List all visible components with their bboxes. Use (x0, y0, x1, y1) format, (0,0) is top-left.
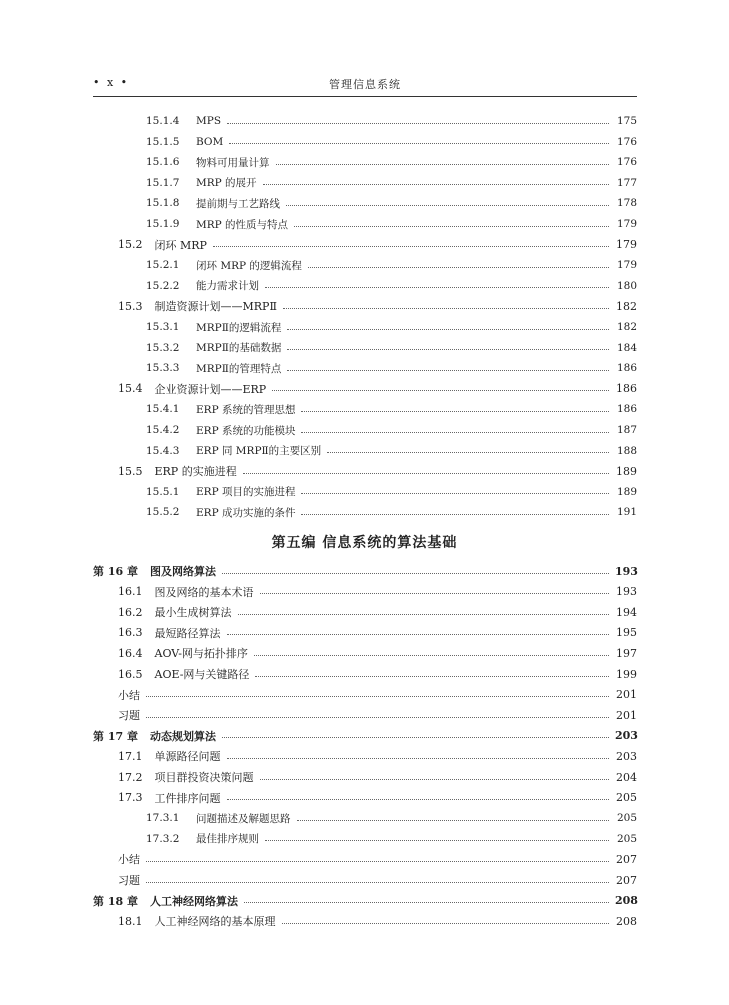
toc-entry-title: 最佳排序规则 (196, 833, 259, 846)
toc-entry-page: 205 (616, 832, 637, 845)
toc-entry-number: 15.1.9 (146, 218, 180, 230)
toc-subsection-entry (146, 193, 637, 213)
dot-leader (227, 799, 610, 800)
toc-entry-title: MRP 的展开 (196, 177, 257, 190)
part-title: 第五编 信息系统的算法基础 (271, 535, 458, 551)
toc-entry-page: 203 (616, 749, 637, 763)
toc-entry-page: 187 (616, 424, 637, 436)
header-rule (93, 96, 637, 97)
dot-leader (272, 390, 609, 391)
dot-leader (327, 452, 609, 453)
toc-entry-number: 15.5 (118, 464, 143, 478)
toc-entry-number: 15.4.2 (146, 424, 180, 436)
toc-entry-title: 最短路径算法 (154, 626, 221, 640)
toc-entry-number: 15.3.3 (146, 362, 180, 375)
toc-subsection-entry (146, 420, 637, 440)
toc-entry-page: 193 (615, 564, 638, 578)
toc-entry-number: 第 18 章 (93, 894, 138, 908)
toc-entry-title: 动态规划算法 (149, 729, 216, 743)
toc-entry-number: 第 16 章 (93, 565, 138, 578)
toc-entry-number: 16.4 (118, 646, 143, 660)
toc-entry-title: ERP 成功实施的条件 (196, 506, 296, 519)
toc-entry-number: 15.1.4 (146, 115, 180, 127)
dot-leader (229, 143, 609, 144)
toc-subsection-entry (146, 255, 637, 275)
toc-entry-page: 179 (616, 238, 637, 252)
toc-entry-number: 17.3 (118, 791, 143, 805)
toc-section-entry (118, 911, 637, 931)
toc-entry-page: 191 (616, 506, 637, 519)
toc-entry-page: 177 (616, 176, 637, 189)
toc-subsection-entry (146, 338, 637, 358)
toc-entry-page: 201 (616, 688, 637, 702)
toc-entry-page: 182 (616, 321, 637, 333)
toc-entry-number: 15.5.1 (146, 485, 180, 498)
toc-entry-page: 179 (616, 218, 637, 230)
toc-entry-number: 16.1 (118, 585, 143, 599)
toc-entry-title: 工件排序问题 (154, 791, 221, 805)
dot-leader (227, 634, 610, 635)
toc-section-entry (118, 685, 637, 705)
toc-entry-number: 16.3 (118, 626, 143, 640)
dot-leader (146, 861, 609, 862)
toc-entry-number: 15.3 (118, 299, 143, 313)
toc-entry-page: 188 (616, 444, 637, 457)
toc-entry-page: 176 (616, 156, 637, 169)
dot-leader (301, 432, 609, 433)
toc-entry-title: MRPⅡ的逻辑流程 (196, 321, 282, 334)
toc-section-entry (118, 849, 637, 869)
toc-entry-number: 16.5 (118, 667, 143, 681)
dot-leader (260, 593, 610, 594)
toc-entry-number: 15.1.8 (146, 197, 180, 210)
toc-entry-number: 15.2 (118, 238, 143, 252)
dot-leader (255, 676, 609, 677)
toc-section-entry (118, 746, 637, 766)
toc-entry-title: 问题描述及解题思路 (196, 812, 291, 825)
toc-entry-title: 习题 (118, 709, 140, 723)
toc-entry-title: 单源路径问题 (154, 750, 221, 764)
toc-subsection-entry (146, 132, 637, 152)
toc-subsection-entry (146, 152, 637, 172)
toc-subsection-entry (146, 276, 637, 296)
toc-entry-number: 15.4 (118, 382, 143, 396)
dot-leader (244, 902, 609, 903)
toc-section-entry (118, 643, 637, 663)
toc-entry-number: 15.5.2 (146, 506, 180, 519)
toc-entry-title: 闭环 MRP (154, 238, 207, 252)
toc-section-entry (118, 235, 637, 255)
toc-entry-title: 提前期与工艺路线 (196, 197, 280, 210)
dot-leader (308, 267, 609, 268)
dot-leader (222, 737, 609, 738)
dot-leader (213, 246, 609, 247)
toc-entry-page: 205 (616, 791, 637, 805)
toc-section-entry (118, 788, 637, 808)
toc-entry-page: 175 (616, 115, 637, 127)
dot-leader (287, 329, 609, 330)
toc-entry-page: 184 (616, 341, 637, 354)
toc-subsection-entry (146, 482, 637, 502)
toc-entry-title: 小结 (118, 688, 140, 702)
toc-subsection-entry (146, 829, 637, 849)
toc-entry-number: 18.1 (118, 914, 143, 928)
toc-entry-number: 15.4.3 (146, 444, 180, 457)
toc-entry-page: 180 (616, 279, 637, 292)
toc-entry-title: BOM (196, 135, 224, 148)
dot-leader (283, 308, 609, 309)
toc-entry-number: 17.2 (118, 770, 143, 784)
toc-entry-title: 能力需求计划 (196, 280, 259, 293)
toc-entry-page: 179 (616, 259, 637, 272)
toc-entry-page: 195 (616, 626, 637, 640)
toc-entry-number: 15.1.7 (146, 176, 180, 189)
dot-leader (297, 820, 610, 821)
toc-chapter-entry (93, 726, 637, 746)
toc-entry-number: 15.2.1 (146, 259, 180, 272)
toc-entry-title: MRPⅡ的管理特点 (196, 362, 282, 375)
toc-section-entry (118, 602, 637, 622)
toc-section-entry (118, 461, 637, 481)
dot-leader (146, 717, 609, 718)
dot-leader (282, 923, 610, 924)
toc-entry-title: 习题 (118, 874, 140, 887)
toc-entry-title: 图及网络算法 (149, 565, 216, 578)
running-title: 管理信息系统 (329, 78, 401, 91)
toc-entry-page: 203 (615, 729, 638, 743)
toc-entry-page: 186 (616, 362, 637, 375)
dot-leader (265, 840, 609, 841)
dot-leader (243, 473, 609, 474)
dot-leader (227, 123, 609, 124)
toc-section-entry (118, 705, 637, 725)
page-header (93, 76, 637, 98)
toc-entry-title: ERP 同 MRPⅡ的主要区别 (196, 445, 322, 458)
toc-entry-page: 197 (616, 646, 637, 660)
toc-entry-page: 201 (616, 708, 637, 722)
toc-subsection-entry (146, 111, 637, 131)
dot-leader (301, 493, 609, 494)
toc-entry-number: 15.3.2 (146, 341, 180, 354)
toc-entry-title: 项目群投资决策问题 (154, 771, 254, 784)
toc-entry-number: 16.2 (118, 605, 143, 619)
toc-entry-page: 176 (616, 135, 637, 148)
toc-section-entry (118, 664, 637, 684)
toc-entry-page: 189 (616, 464, 637, 478)
toc-entry-number: 15.1.6 (146, 156, 180, 169)
toc-entry-number: 15.4.1 (146, 403, 180, 416)
toc-section-entry (118, 623, 637, 643)
toc-subsection-entry (146, 502, 637, 522)
dot-leader (146, 882, 609, 883)
dot-leader (287, 349, 609, 350)
toc-entry-title: 图及网络的基本术语 (154, 585, 254, 599)
dot-leader (276, 164, 610, 165)
toc-entry-page: 178 (616, 197, 637, 210)
toc-entry-title: AOE-网与关键路径 (154, 668, 250, 681)
toc-entry-title: 最小生成树算法 (154, 606, 232, 620)
toc-entry-page: 189 (616, 485, 637, 498)
dot-leader (301, 411, 609, 412)
toc-entry-page: 207 (616, 873, 637, 887)
toc-entry-title: ERP 的实施进程 (154, 465, 237, 479)
toc-entry-page: 193 (616, 585, 637, 599)
toc-chapter-entry (93, 891, 637, 911)
toc-entry-title: AOV-网与拓扑排序 (154, 647, 248, 661)
toc-entry-page: 194 (616, 605, 637, 619)
toc-entry-page: 182 (616, 299, 637, 313)
toc-entry-title: ERP 系统的管理思想 (196, 403, 296, 416)
toc-subsection-entry (146, 358, 637, 378)
toc-entry-page: 205 (616, 812, 637, 825)
dot-leader (286, 205, 609, 206)
toc-entry-title: 闭环 MRP 的逻辑流程 (196, 259, 302, 272)
dot-leader (263, 184, 609, 185)
toc-subsection-entry (146, 214, 637, 234)
toc-entry-title: 人工神经网络的基本原理 (154, 915, 276, 929)
toc-entry-number: 第 17 章 (93, 729, 138, 743)
toc-entry-page: 208 (616, 914, 637, 928)
toc-entry-page: 204 (616, 770, 637, 784)
toc-entry-title: ERP 项目的实施进程 (196, 486, 296, 499)
dot-leader (294, 226, 609, 227)
dot-leader (146, 696, 609, 697)
toc-entry-page: 186 (616, 382, 637, 396)
dot-leader (260, 779, 610, 780)
toc-entry-title: 企业资源计划——ERP (154, 382, 267, 396)
toc-entry-page: 207 (616, 852, 637, 866)
toc-chapter-entry (93, 561, 637, 581)
dot-leader (222, 573, 609, 574)
page-number: • x • (93, 76, 130, 89)
toc-section-entry (118, 379, 637, 399)
toc-entry-number: 15.3.1 (146, 321, 180, 333)
toc-section-entry (118, 582, 637, 602)
toc-entry-page: 199 (616, 667, 637, 681)
toc-entry-title: 小结 (118, 853, 140, 867)
toc-subsection-entry (146, 399, 637, 419)
dot-leader (287, 370, 609, 371)
toc-entry-title: 制造资源计划——MRPⅡ (154, 300, 277, 314)
dot-leader (301, 514, 609, 515)
dot-leader (254, 655, 609, 656)
toc-subsection-entry (146, 317, 637, 337)
toc-entry-number: 15.1.5 (146, 135, 180, 148)
toc-subsection-entry (146, 808, 637, 828)
toc-entry-title: ERP 系统的功能模块 (196, 424, 296, 437)
toc-section-entry (118, 296, 637, 316)
toc-subsection-entry (146, 173, 637, 193)
toc-entry-title: MRP 的性质与特点 (196, 218, 289, 231)
dot-leader (227, 758, 610, 759)
toc-subsection-entry (146, 441, 637, 461)
toc-section-entry (118, 767, 637, 787)
toc-entry-page: 186 (616, 403, 637, 416)
toc-entry-number: 17.3.2 (146, 832, 180, 845)
toc-entry-title: 人工神经网络算法 (149, 894, 238, 908)
toc-section-entry (118, 870, 637, 890)
toc-entry-title: MPS (196, 115, 222, 127)
toc-entry-number: 15.2.2 (146, 279, 180, 292)
toc-entry-title: 物料可用量计算 (196, 156, 270, 169)
toc-entry-page: 208 (615, 894, 638, 908)
toc-entry-title: MRPⅡ的基础数据 (196, 342, 282, 355)
dot-leader (265, 287, 609, 288)
dot-leader (238, 614, 610, 615)
toc-entry-number: 17.3.1 (146, 812, 180, 825)
toc-entry-number: 17.1 (118, 749, 143, 763)
